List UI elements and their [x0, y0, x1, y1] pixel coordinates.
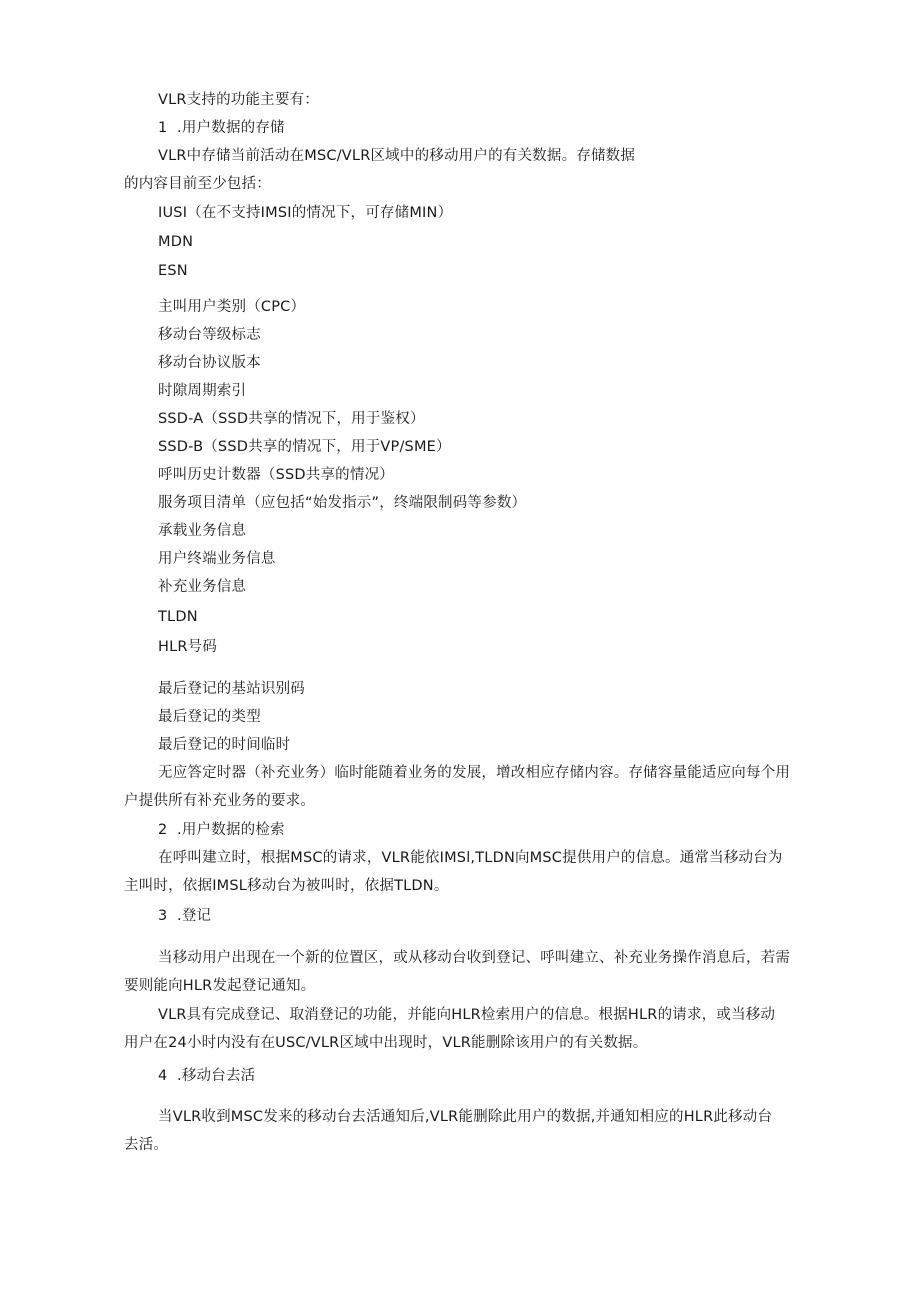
text-line: 的内容目前至少包括： [124, 176, 271, 192]
list-item: 最后登记的时间临时 [158, 737, 291, 753]
list-item: 呼叫历史计数器（SSD共享的情况） [158, 467, 394, 483]
list-item: 最后登记的类型 [158, 709, 261, 725]
text-line: VLR具有完成登记、取消登记的功能，并能向HLR检索用户的信息。根据HLR的请求，或当移动 [158, 1007, 776, 1023]
list-item: 用户终端业务信息 [158, 551, 276, 567]
list-item: MDN [158, 234, 194, 250]
list-item: TLDN [158, 609, 198, 625]
text-line: VLR支持的功能主要有： [158, 92, 319, 108]
list-item: 承载业务信息 [158, 523, 247, 539]
section-heading: 2 .用户数据的检索 [158, 822, 285, 838]
text-line: 户提供所有补充业务的要求。 [124, 793, 316, 809]
section-heading: 4 .移动台去活 [158, 1068, 256, 1084]
text-line: 要则能向HLR发起登记通知。 [124, 978, 316, 994]
list-item: 移动台协议版本 [158, 355, 261, 371]
list-item: 时隙周期索引 [158, 383, 247, 399]
text-line: 用户在24小时内没有在USC/VLR区域中出现时，VLR能删除该用户的有关数据。 [124, 1035, 648, 1051]
text-line: 去活。 [124, 1137, 169, 1153]
list-item: HLR号码 [158, 639, 218, 655]
list-item: SSD-B（SSD共享的情况下，用于VP/SME） [158, 439, 451, 455]
text-line: 当VLR收到MSC发来的移动台去活通知后,VLR能删除此用户的数据,并通知相应的HLR此移动台 [158, 1109, 773, 1125]
list-item: 移动台等级标志 [158, 327, 261, 343]
list-item: SSD-A（SSD共享的情况下，用于鉴权） [158, 411, 425, 427]
text-line: 主叫时，依据IMSL移动台为被叫时，依据TLDN。 [124, 878, 449, 894]
list-item: 主叫用户类别（CPC） [158, 299, 306, 315]
list-item: 最后登记的基站识别码 [158, 681, 305, 697]
text-line: 在呼叫建立时，根据MSC的请求，VLR能依IMSl,TLDN向MSC提供用户的信息。通常当移动台为 [158, 850, 783, 866]
list-item: 补充业务信息 [158, 579, 247, 595]
list-item: 服务项目清单（应包括“始发指示”，终端限制码等参数） [158, 495, 527, 511]
list-item: IUSI（在不支持IMSI的情况下，可存储MIN） [158, 205, 453, 221]
list-item: ESN [158, 263, 188, 279]
text-line: VLR中存储当前活动在MSC/VLR区域中的移动用户的有关数据。存储数据 [158, 148, 636, 164]
section-heading: 3 .登记 [158, 908, 212, 924]
text-line: 无应答定时器（补充业务）临时能随着业务的发展，增改相应存储内容。存储容量能适应向每个用 [158, 765, 791, 781]
text-line: 当移动用户出现在一个新的位置区，或从移动台收到登记、呼叫建立、补充业务操作消息后，若需 [158, 950, 791, 966]
section-heading: 1 .用户数据的存储 [158, 120, 285, 136]
